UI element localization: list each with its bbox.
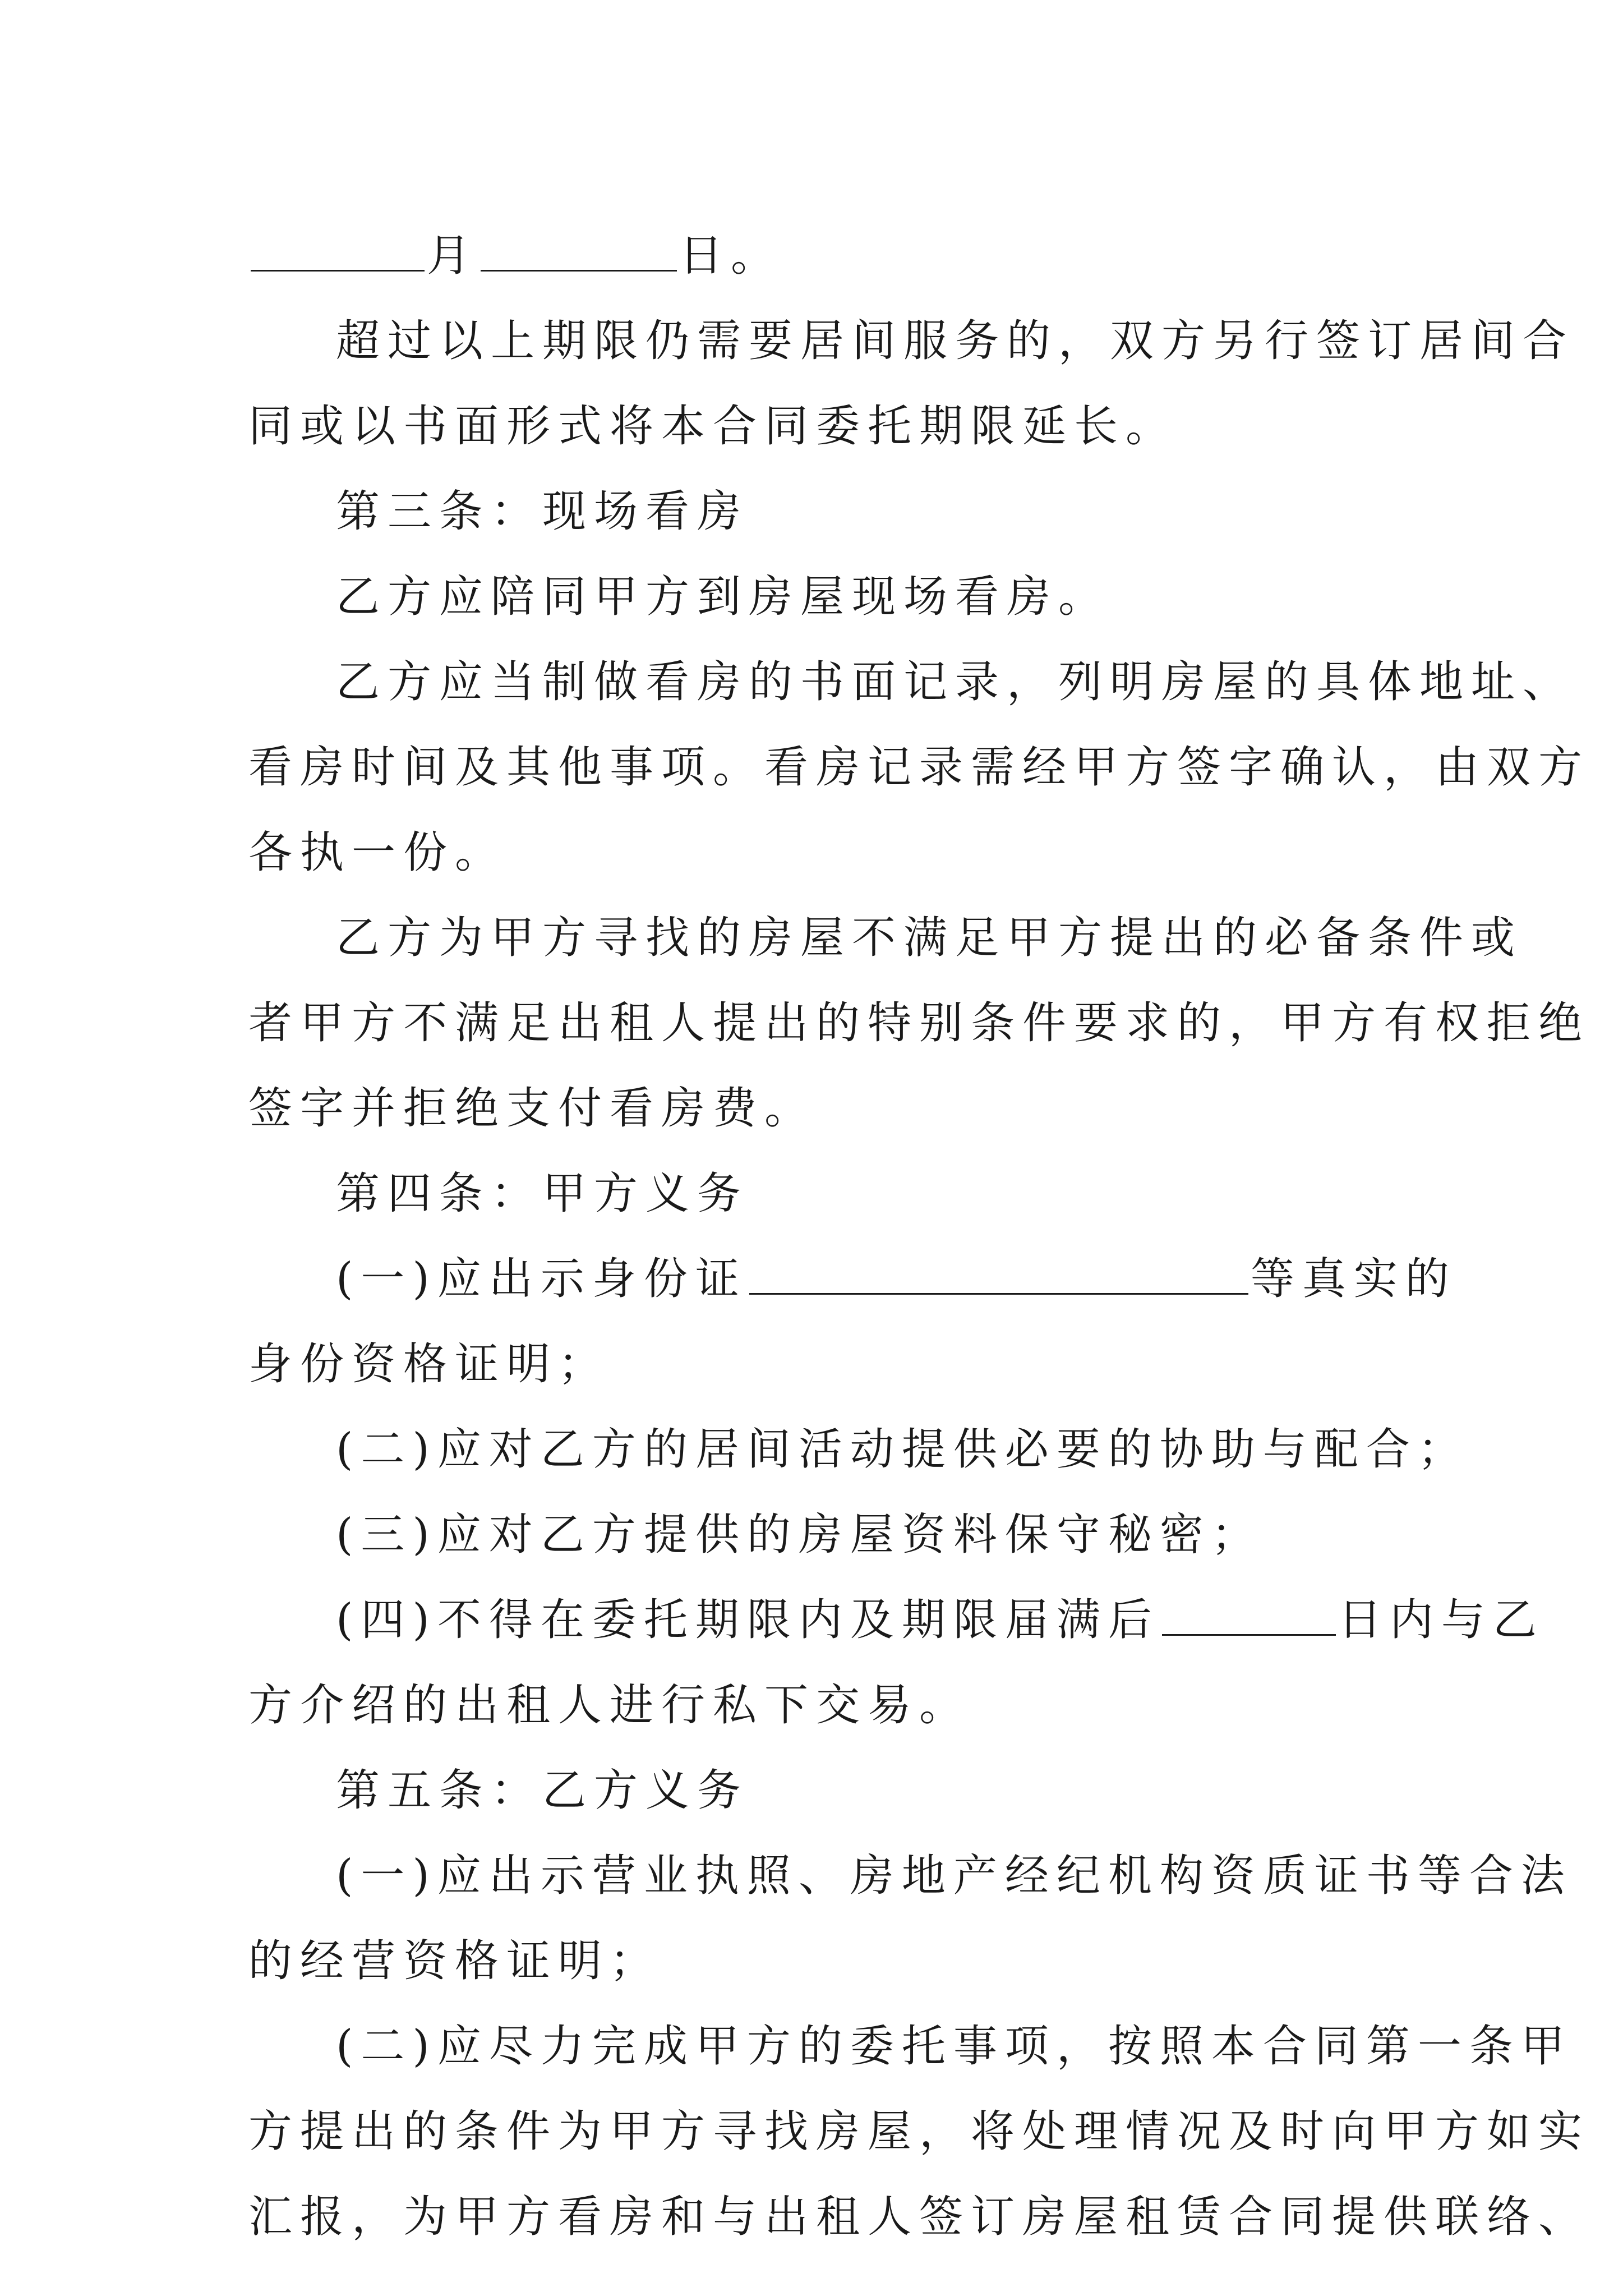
clause-line: (一)应出示营业执照、房地产经纪机构资质证书等合法 [336,1851,1573,1901]
clause-line [248,1236,1457,1322]
paragraph-line: 同或以书面形式将本合同委托期限延长。 [248,401,1178,452]
days-blank [1162,1594,1336,1635]
paragraph-line: 乙方应陪同甲方到房屋现场看房。 [336,572,1110,622]
paragraph-line: 者甲方不满足出租人提出的特别条件要求的，甲方有权拒绝 [248,998,1590,1048]
day-label: 日。 [679,231,783,281]
paragraph-line: 乙方为甲方寻找的房屋不满足甲方提出的必备条件或 [336,913,1523,963]
clause-text: (四)不得在委托期限内及期限届满后 [336,1595,1160,1645]
month-blank [251,230,425,271]
paragraph-line: 签字并拒绝支付看房费。 [248,1083,817,1134]
paragraph-line: 乙方应当制做看房的书面记录，列明房屋的具体地址、 [336,657,1575,707]
clause-line: 身份资格证明； [248,1339,610,1389]
clause-line: (三)应对乙方提供的房屋资料保守秘密； [336,1510,1263,1560]
clause-line: 方介绍的出租人进行私下交易。 [248,1680,971,1731]
clause-text: 日内与乙 [1338,1595,1544,1645]
clause-text: (一)应出示身份证 [336,1254,747,1304]
date-line [248,213,1393,298]
article-heading: 第四条：甲方义务 [336,1168,749,1219]
clause-line: 汇报，为甲方看房和与出租人签订房屋租赁合同提供联络、 [248,2192,1590,2242]
document-body [248,213,1590,2260]
clause-line [248,1577,1544,1663]
paragraph-line: 各执一份。 [248,827,507,878]
month-label: 月 [427,231,479,281]
clause-line: 方提出的条件为甲方寻找房屋，将处理情况及时向甲方如实 [248,2106,1590,2157]
article-heading: 第五条：乙方义务 [336,1765,749,1816]
day-blank [481,230,677,271]
clause-text: 等真实的 [1250,1254,1457,1304]
clause-line: (二)应对乙方的居间活动提供必要的协助与配合； [336,1424,1469,1475]
clause-line: 的经营资格证明； [248,1936,662,1986]
article-heading: 第三条：现场看房 [336,486,749,537]
paragraph-line: 看房时间及其他事项。看房记录需经甲方签字确认，由双方 [248,742,1590,793]
id-document-blank [749,1253,1248,1294]
clause-line: (二)应尽力完成甲方的委托事项，按照本合同第一条甲 [336,2021,1573,2072]
paragraph-line: 超过以上期限仍需要居间服务的，双方另行签订居间合 [336,316,1575,366]
